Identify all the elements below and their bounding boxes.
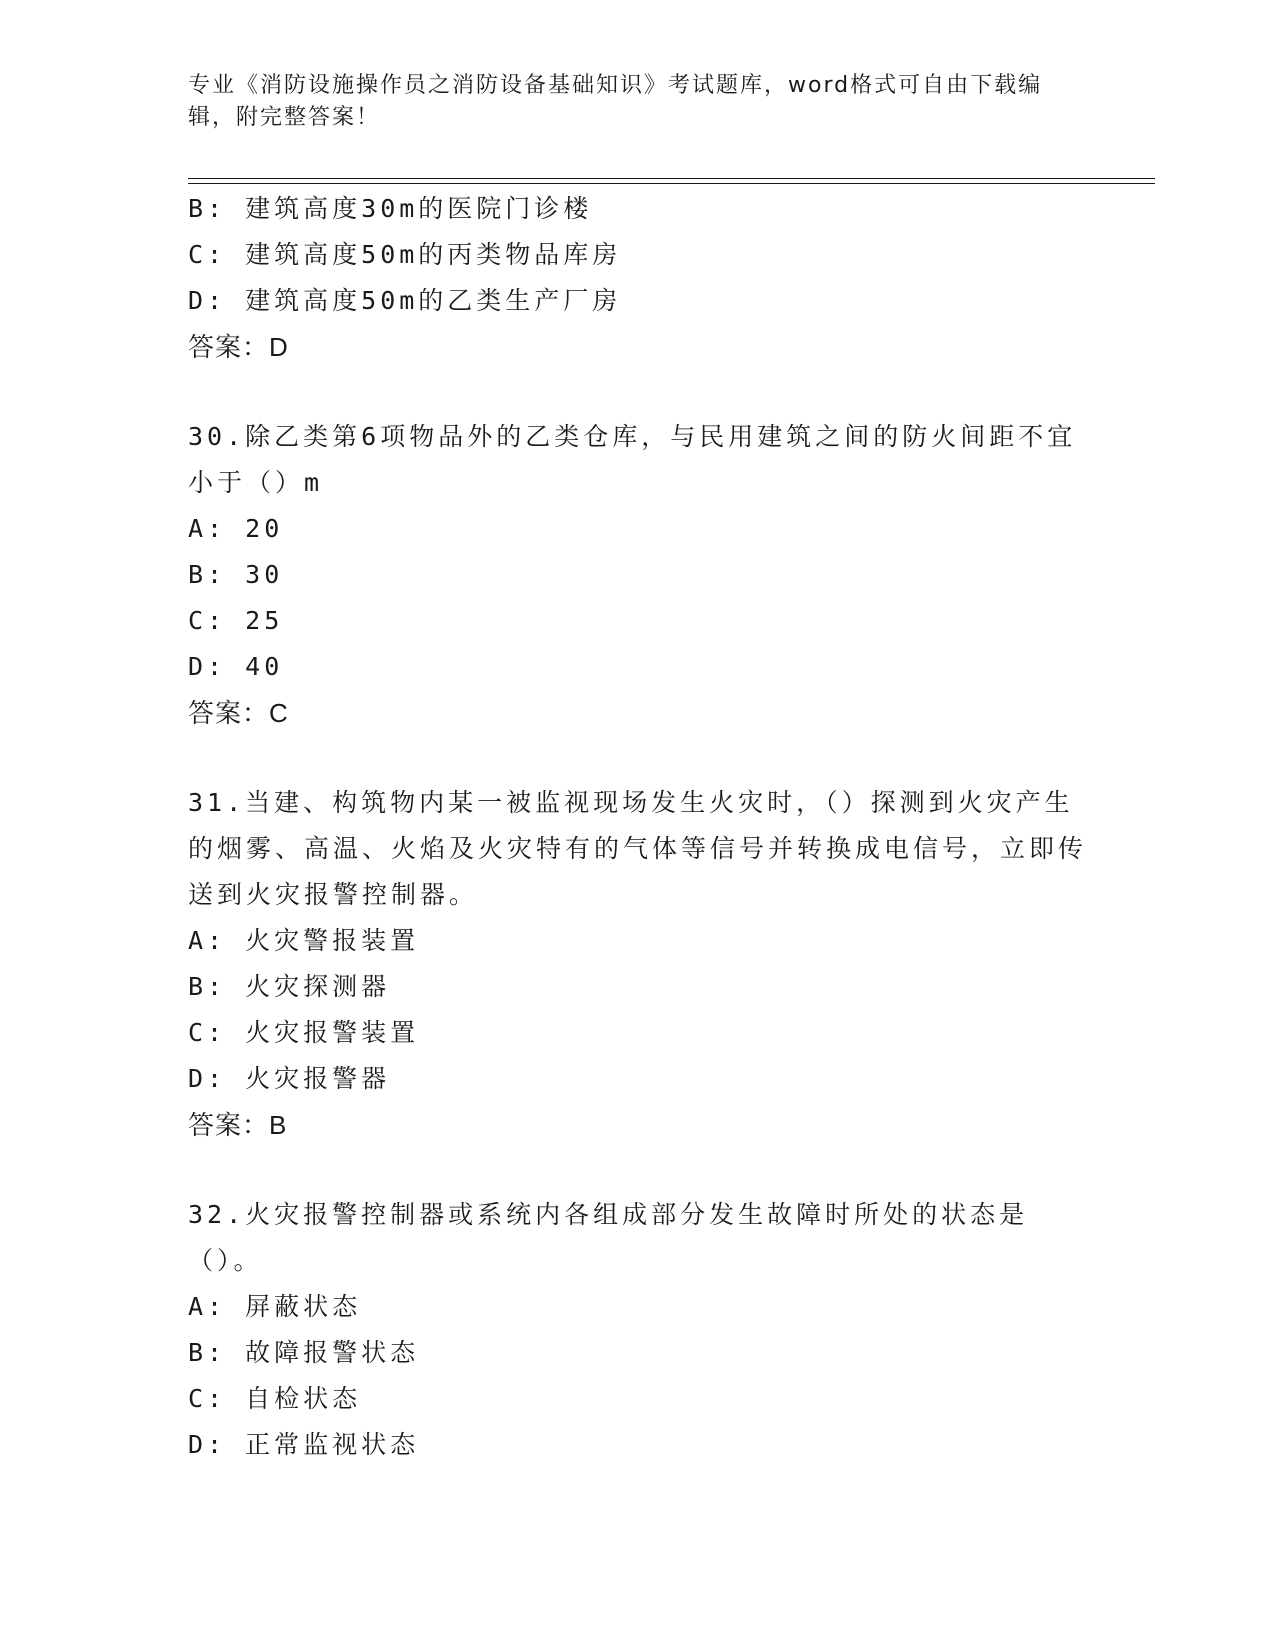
option-d: D: 40 bbox=[188, 652, 284, 681]
option-a: A: 火灾警报装置 bbox=[188, 926, 420, 955]
question-text: 32.火灾报警控制器或系统内各组成部分发生故障时所处的状态是（）。 bbox=[188, 1200, 1029, 1275]
header-rule-bottom bbox=[188, 183, 1155, 184]
answer: 答案：D bbox=[188, 332, 289, 362]
option-c: C: 建筑高度50m的丙类物品库房 bbox=[188, 240, 622, 269]
question-31 bbox=[188, 780, 1088, 1148]
option-b: B: 30 bbox=[188, 560, 284, 589]
option-b: B: 建筑高度30m的医院门诊楼 bbox=[188, 194, 593, 223]
answer: 答案：C bbox=[188, 698, 289, 728]
option-c: C: 25 bbox=[188, 606, 284, 635]
question-text: 30.除乙类第6项物品外的乙类仓库，与民用建筑之间的防火间距不宜小于（）m bbox=[188, 422, 1077, 497]
question-32 bbox=[188, 1192, 1088, 1468]
answer: 答案：B bbox=[188, 1110, 288, 1140]
option-b: B: 故障报警状态 bbox=[188, 1338, 420, 1367]
option-d: D: 正常监视状态 bbox=[188, 1430, 420, 1459]
option-a: A: 20 bbox=[188, 514, 284, 543]
question-30 bbox=[188, 414, 1088, 736]
option-c: C: 火灾报警装置 bbox=[188, 1018, 420, 1047]
question-list bbox=[188, 186, 1088, 1468]
option-d: D: 火灾报警器 bbox=[188, 1064, 391, 1093]
option-b: B: 火灾探测器 bbox=[188, 972, 391, 1001]
option-c: C: 自检状态 bbox=[188, 1384, 362, 1413]
question-text: 31.当建、构筑物内某一被监视现场发生火灾时，（）探测到火灾产生的烟雾、高温、火焰及火灾特有的气体等信号并转换成电信号，立即传送到火灾报警控制器。 bbox=[188, 788, 1088, 909]
option-a: A: 屏蔽状态 bbox=[188, 1292, 362, 1321]
option-d: D: 建筑高度50m的乙类生产厂房 bbox=[188, 286, 622, 315]
header-rule-top bbox=[188, 178, 1155, 179]
question-29-continued bbox=[188, 186, 1088, 370]
document-header: 专业《消防设施操作员之消防设备基础知识》考试题库，word格式可自由下载编辑，附完整答案！ bbox=[188, 73, 1043, 130]
